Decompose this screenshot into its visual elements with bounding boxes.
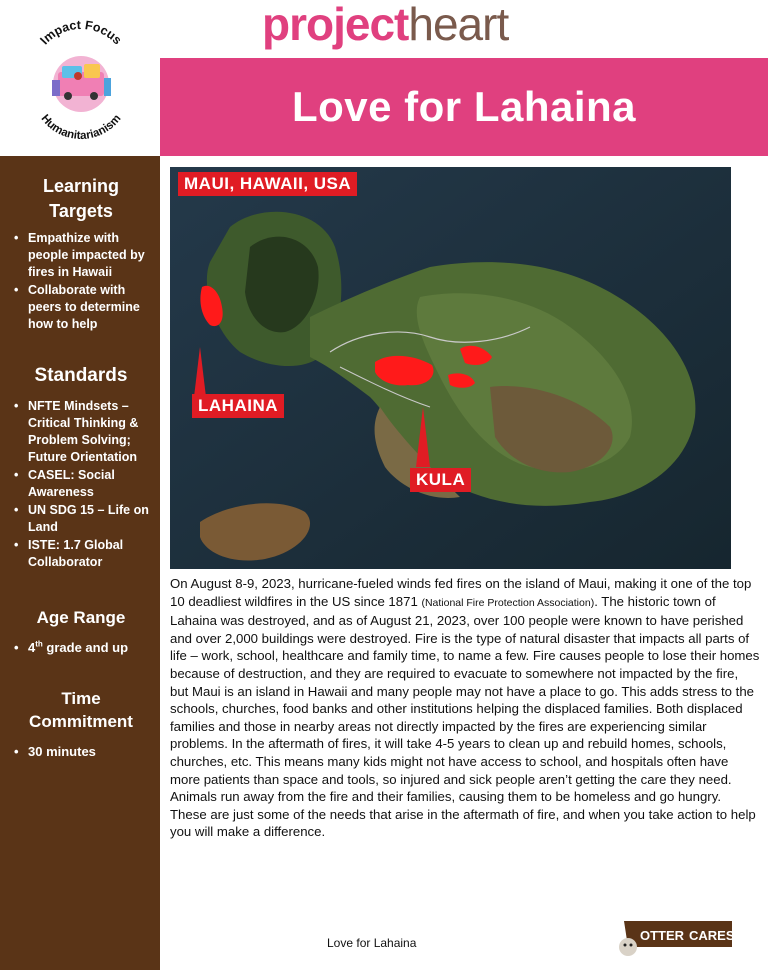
list-item: • Collaborate with peers to determine how to help — [12, 282, 150, 333]
map-label-lahaina: LAHAINA — [192, 394, 284, 418]
time-commitment-list — [12, 743, 150, 760]
ottercares-text-cares: CARES — [689, 928, 734, 943]
badge-bottom-text: Humanitarianism — [38, 112, 124, 143]
standards-section — [12, 363, 150, 571]
ottercares-text-otter: OTTER — [640, 928, 685, 943]
list-item: • CASEL: Social Awareness — [12, 467, 150, 501]
age-suffix: th — [35, 639, 43, 649]
page-title: Love for Lahaina — [291, 83, 637, 130]
badge-top-text: Impact Focus — [37, 17, 125, 48]
learning-targets-heading: Learning Targets — [42, 176, 119, 221]
footer-title: Love for Lahaina — [327, 936, 417, 950]
age-rest: grade and up — [42, 640, 129, 655]
list-item — [12, 638, 150, 657]
body-text-part1: On August 8-9, 2023, hurricane-fueled winds fed fires on the island of Maui, making it one of the top 10 deadliest wildfires in the US since 1871 — [170, 576, 752, 609]
body-text-part2: . The historic town of Lahaina was destroyed, and as of August 21, 2023, over 100 people were known to have perished and over 2,000 buildings were destroyed. Fire is the type of natural disaster that impacts all parts of life – work, school, healthcare and family time, to name a few. Fire causes people to lose their homes because of destruction, and they are required to evacuate to somewhere not impacted by the fire, but Maui is an island in Hawaii and many people may not have a place to go. This adds stress to the schools, churches, food banks and other institutions helping the displaced families. Both displaced families and those in nearby areas not directly impacted by the fires are experiencing similar problems. In the aftermath of fires, it will take 4-5 years to clean up and rebuild homes, schools, churches, etc. This means many kids might not have access to school, and hospitals often have more patients than space and tools, so injured and sick people aren’t getting the care they need. Animals run away from the fire and their families, causing them to be homeless and go hungry. These are just some of the needs that arise in the aftermath of fire, and when you take action to help you will make a difference. — [170, 593, 760, 840]
sidebar — [0, 156, 160, 970]
standards-heading: Standards — [34, 365, 128, 386]
time-commitment-section — [12, 687, 150, 760]
project-heart-logo — [262, 0, 508, 52]
age-range-heading: Age Range — [36, 608, 126, 627]
body-paragraph — [170, 575, 760, 841]
list-item: • NFTE Mindsets – Critical Thinking & Problem Solving; Future Orientation — [12, 398, 150, 466]
map-graphic — [170, 167, 731, 569]
ottercares-logo — [614, 917, 734, 957]
ottercares-graphic — [614, 917, 734, 957]
logo-heart: heart — [408, 0, 509, 50]
learning-targets-section — [12, 174, 150, 333]
list-item: • 30 minutes — [12, 743, 150, 760]
age-number: 4 — [28, 640, 36, 655]
badge-graphic — [18, 14, 144, 148]
body-citation: (National Fire Protection Association) — [421, 596, 595, 609]
age-range-section — [12, 605, 150, 657]
list-item: • Empathize with people impacted by fires in Hawaii — [12, 230, 150, 281]
list-item: • UN SDG 15 – Life on Land — [12, 502, 150, 536]
maui-fire-map — [170, 167, 731, 569]
impact-focus-badge — [18, 14, 144, 148]
list-item: • ISTE: 1.7 Global Collaborator — [12, 537, 150, 571]
logo-project: project — [262, 0, 409, 50]
standards-list — [12, 398, 150, 571]
time-commitment-heading: Time Commitment — [29, 689, 133, 731]
title-banner — [160, 58, 768, 156]
age-range-list — [12, 638, 150, 657]
learning-targets-list — [12, 230, 150, 333]
map-label-kula: KULA — [410, 468, 471, 492]
map-region-label: MAUI, HAWAII, USA — [178, 172, 357, 196]
